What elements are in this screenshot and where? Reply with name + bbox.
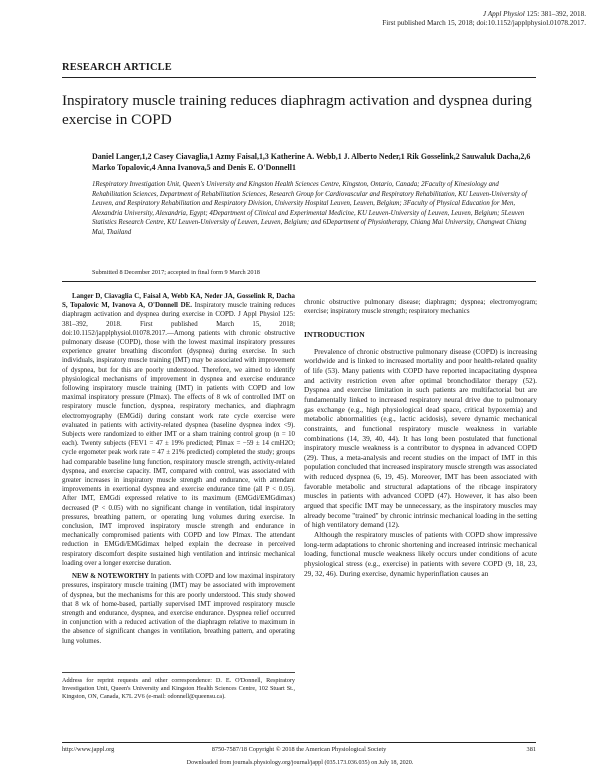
copyright-line: 8750-7587/18 Copyright © 2018 the American Physiological Society (211, 746, 387, 753)
author-list: Daniel Langer,1,2 Casey Ciavaglia,1 Azmy Faisal,1,3 Katherine A. Webb,1 J. Alberto Neder,1 Rik Gosselink,2 Sauwaluk Dacha,2,6 Marko Topalovic,4 Anna Ivanova,5 and Denis E. O'Donnell1 (92, 152, 531, 172)
article-title: Inspiratory muscle training reduces diaphragm activation and dyspnea during exercise in COPD (62, 92, 532, 128)
introduction-paragraph-1: Prevalence of chronic obstructive pulmonary disease (COPD) is increasing worldwide and is linked to increased mortality and poor health-related quality of life (53). Many patients with COPD have reported incapacitating dyspnea and activity restriction even after optimal bronchodilator therapy (52). Dyspnea and exercise limitation in such patients are multifactorial but are fundamentally linked to increased respiratory neural drive due to pulmonary gas exchange (e.g., high physiological dead space, critical hypoxemia) and metabolic abnormalities (e.g., lactic acidosis), severe dynamic mechanical constraints, and functional respiratory muscle weakness in variable combinations (14, 39, 40, 44). It has long been postulated that functional inspiratory muscle weakness is a contributor to dyspnea in advanced COPD (29). Thus, a meta-analysis and recent studies on the impact of IMT in this population concluded that increased inspiratory muscle strength was associated with reduced dyspnea (6, 19, 45). Moreover, IMT has been associated with favorable metabolic and structural adaptations of the ribcage inspiratory muscles in patients with advanced COPD (47). However, it has also been argued that specific IMT may be unnecessary, as the inspiratory muscles may already become "trained" by chronic intrinsic mechanical loading in the setting of high ventilatory demand (12). (304, 346, 537, 530)
first-published-line: First published March 15, 2018; doi:10.1152/japplphysiol.01078.2017. (382, 19, 586, 27)
new-noteworthy-heading: NEW & NOTEWORTHY (72, 573, 150, 581)
section-label: RESEARCH ARTICLE (62, 62, 172, 73)
page-footer (62, 746, 536, 756)
download-notice: Downloaded from journals.physiology.org/journal/jappl (035.173.036.035) on July 18, 2020. (186, 760, 414, 766)
new-noteworthy (62, 572, 295, 646)
journal-name: J Appl Physiol (482, 10, 525, 18)
abstract-body: Among patients with chronic obstructive pulmonary disease (COPD), those with the lowest maximal inspiratory pressures experience greater breathing discomfort (dyspnea) during exercise. In such individuals, inspiratory muscle training (IMT) may be associated with improvement of dyspnea, but for this are poorly understood. Therefore, we aimed to identify physiological mechanisms of improvement in dyspnea and exercise endurance following inspiratory muscle training (IMT) in patients with COPD and low maximal inspiratory pressure (PImax). The effects of 8 wk of controlled IMT on respiratory muscle function, dyspnea, respiratory mechanics, and diaphragm electromyography (EMGdi) during constant work rate cycle exercise were evaluated in patients with activity-related dyspnea (baseline dyspnea index <9). Subjects were randomized to either IMT or a sham training control group (n = 10 each). Twenty subjects (FEV1 = 47 ± 19% predicted; PImax = −59 ± 14 cmH2O; cycle ergometer peak work rate = 47 ± 21% predicted) completed the study; groups had comparable baseline lung function, respiratory muscle strength, activity-related dyspnea, and exercise capacity. IMT, compared with control, was associated with greater increases in inspiratory muscle strength and endurance, with attendant improvements in exertional dyspnea and exercise endurance time (all P < 0.05). After IMT, EMGdi expressed relative to its maximum (EMGdi/EMGdimax) decreased (P < 0.05) with no significant change in ventilation, tidal inspiratory pressures, breathing pattern, or operating lung volumes during exercise. In conclusion, IMT improved inspiratory muscle strength and endurance in mechanically compromised patients with COPD and low PImax. The attendant reduction in EMGdi/EMGdimax helped explain the decrease in perceived respiratory discomfort despite sustained high ventilation and intrinsic mechanical loading over a longer exercise duration. (62, 329, 295, 567)
affiliations: 1Respiratory Investigation Unit, Queen's University and Kingston Health Sciences Centre, Kingston, Ontario, Canada; 2Faculty of Kinesiology and Rehabilitation Sciences, Department of Rehabilitation Sciences, Research Group for Cardiovascular and Respiratory Rehabilitation, KU Leuven-University of Leuven, and Respiratory Rehabilitation and Respiratory Division, University Hospital Leuven, Leuven, Belgium; 3Faculty of Physical Education for Men, Alexandria University, Alexandria, Egypt; 4Department of Clinical and Experimental Medicine, KU Leuven-University of Leuven, Leuven, Belgium; 5Leuven Statistics Research Centre, KU Leuven-University of Leuven, Leuven, Belgium; and 6Department of Physiotherapy, Chiang Mai University, Changwat Chiang Mai, Thailand (92, 181, 527, 236)
abstract-top-rule (62, 281, 536, 282)
journal-citation (166, 10, 586, 19)
footnote-rule (62, 672, 295, 673)
right-column (304, 292, 537, 752)
header-rule (62, 77, 536, 78)
citation-authors: Langer D, Ciavaglia C, Faisal A, Webb KA, Neder JA, Gosselink R, Dacha S, Topalovic M, Ivanova A, O'Donnell DE. (62, 293, 295, 310)
new-noteworthy-body: In patients with COPD and low maximal inspiratory pressures, inspiratory muscle training (IMT) may be associated with improvement of dyspnea, but the mechanisms for this are poorly understood. This study showed that 8 wk of home-based, partially supervised IMT improved respiratory muscle strength and endurance, dyspnea, and exercise endurance. Dyspnea relief occurred in conjunction with a reduced activation of the diaphragm relative to maximum in the absence of significant changes in ventilation, breathing pattern, and operating lung volumes. (62, 573, 295, 645)
abstract (62, 292, 295, 568)
journal-header (166, 10, 586, 28)
keywords: chronic obstructive pulmonary disease; diaphragm; dyspnea; electromyogram; exercise; inspiratory muscle strength; respiratory mechanics (304, 299, 537, 316)
page-number: 381 (526, 746, 536, 753)
introduction-heading: INTRODUCTION (304, 330, 365, 340)
footer-rule (62, 742, 536, 743)
journal-url-link[interactable]: http://www.jappl.org (62, 746, 115, 753)
submission-dates: Submitted 8 December 2017; accepted in final form 9 March 2018 (92, 269, 260, 276)
introduction-paragraph-2: Although the respiratory muscles of patients with COPD show impressive long-term adaptations to chronic shortening and increased intrinsic mechanical loading, functional muscle weakness likely occurs under conditions of acute physiological stress (e.g., exercise) in patients with severe COPD (9, 18, 23, 29, 32, 46). During exercise, dynamic hyperinflation causes an (304, 530, 537, 578)
correspondence-footnote: Address for reprint requests and other correspondence: D. E. O'Donnell, Respiratory Investigation Unit, Queen's University and Kingston Health Sciences Centre, 102 Stuart St., Kingston, ON, Canada, K7L 2V6 (e-mail: odonnell@queensu.ca). (62, 677, 295, 700)
citation-details: Inspiratory muscle training reduces diaphragm activation and dyspnea during exercise in COPD. J Appl Physiol 125: 381–392, 2018. First published March 15, 2018; doi:10.1152/japplphysiol.01078.2017.— (62, 302, 295, 337)
journal-volume-pages: 125: 381–392, 2018. (524, 10, 586, 18)
